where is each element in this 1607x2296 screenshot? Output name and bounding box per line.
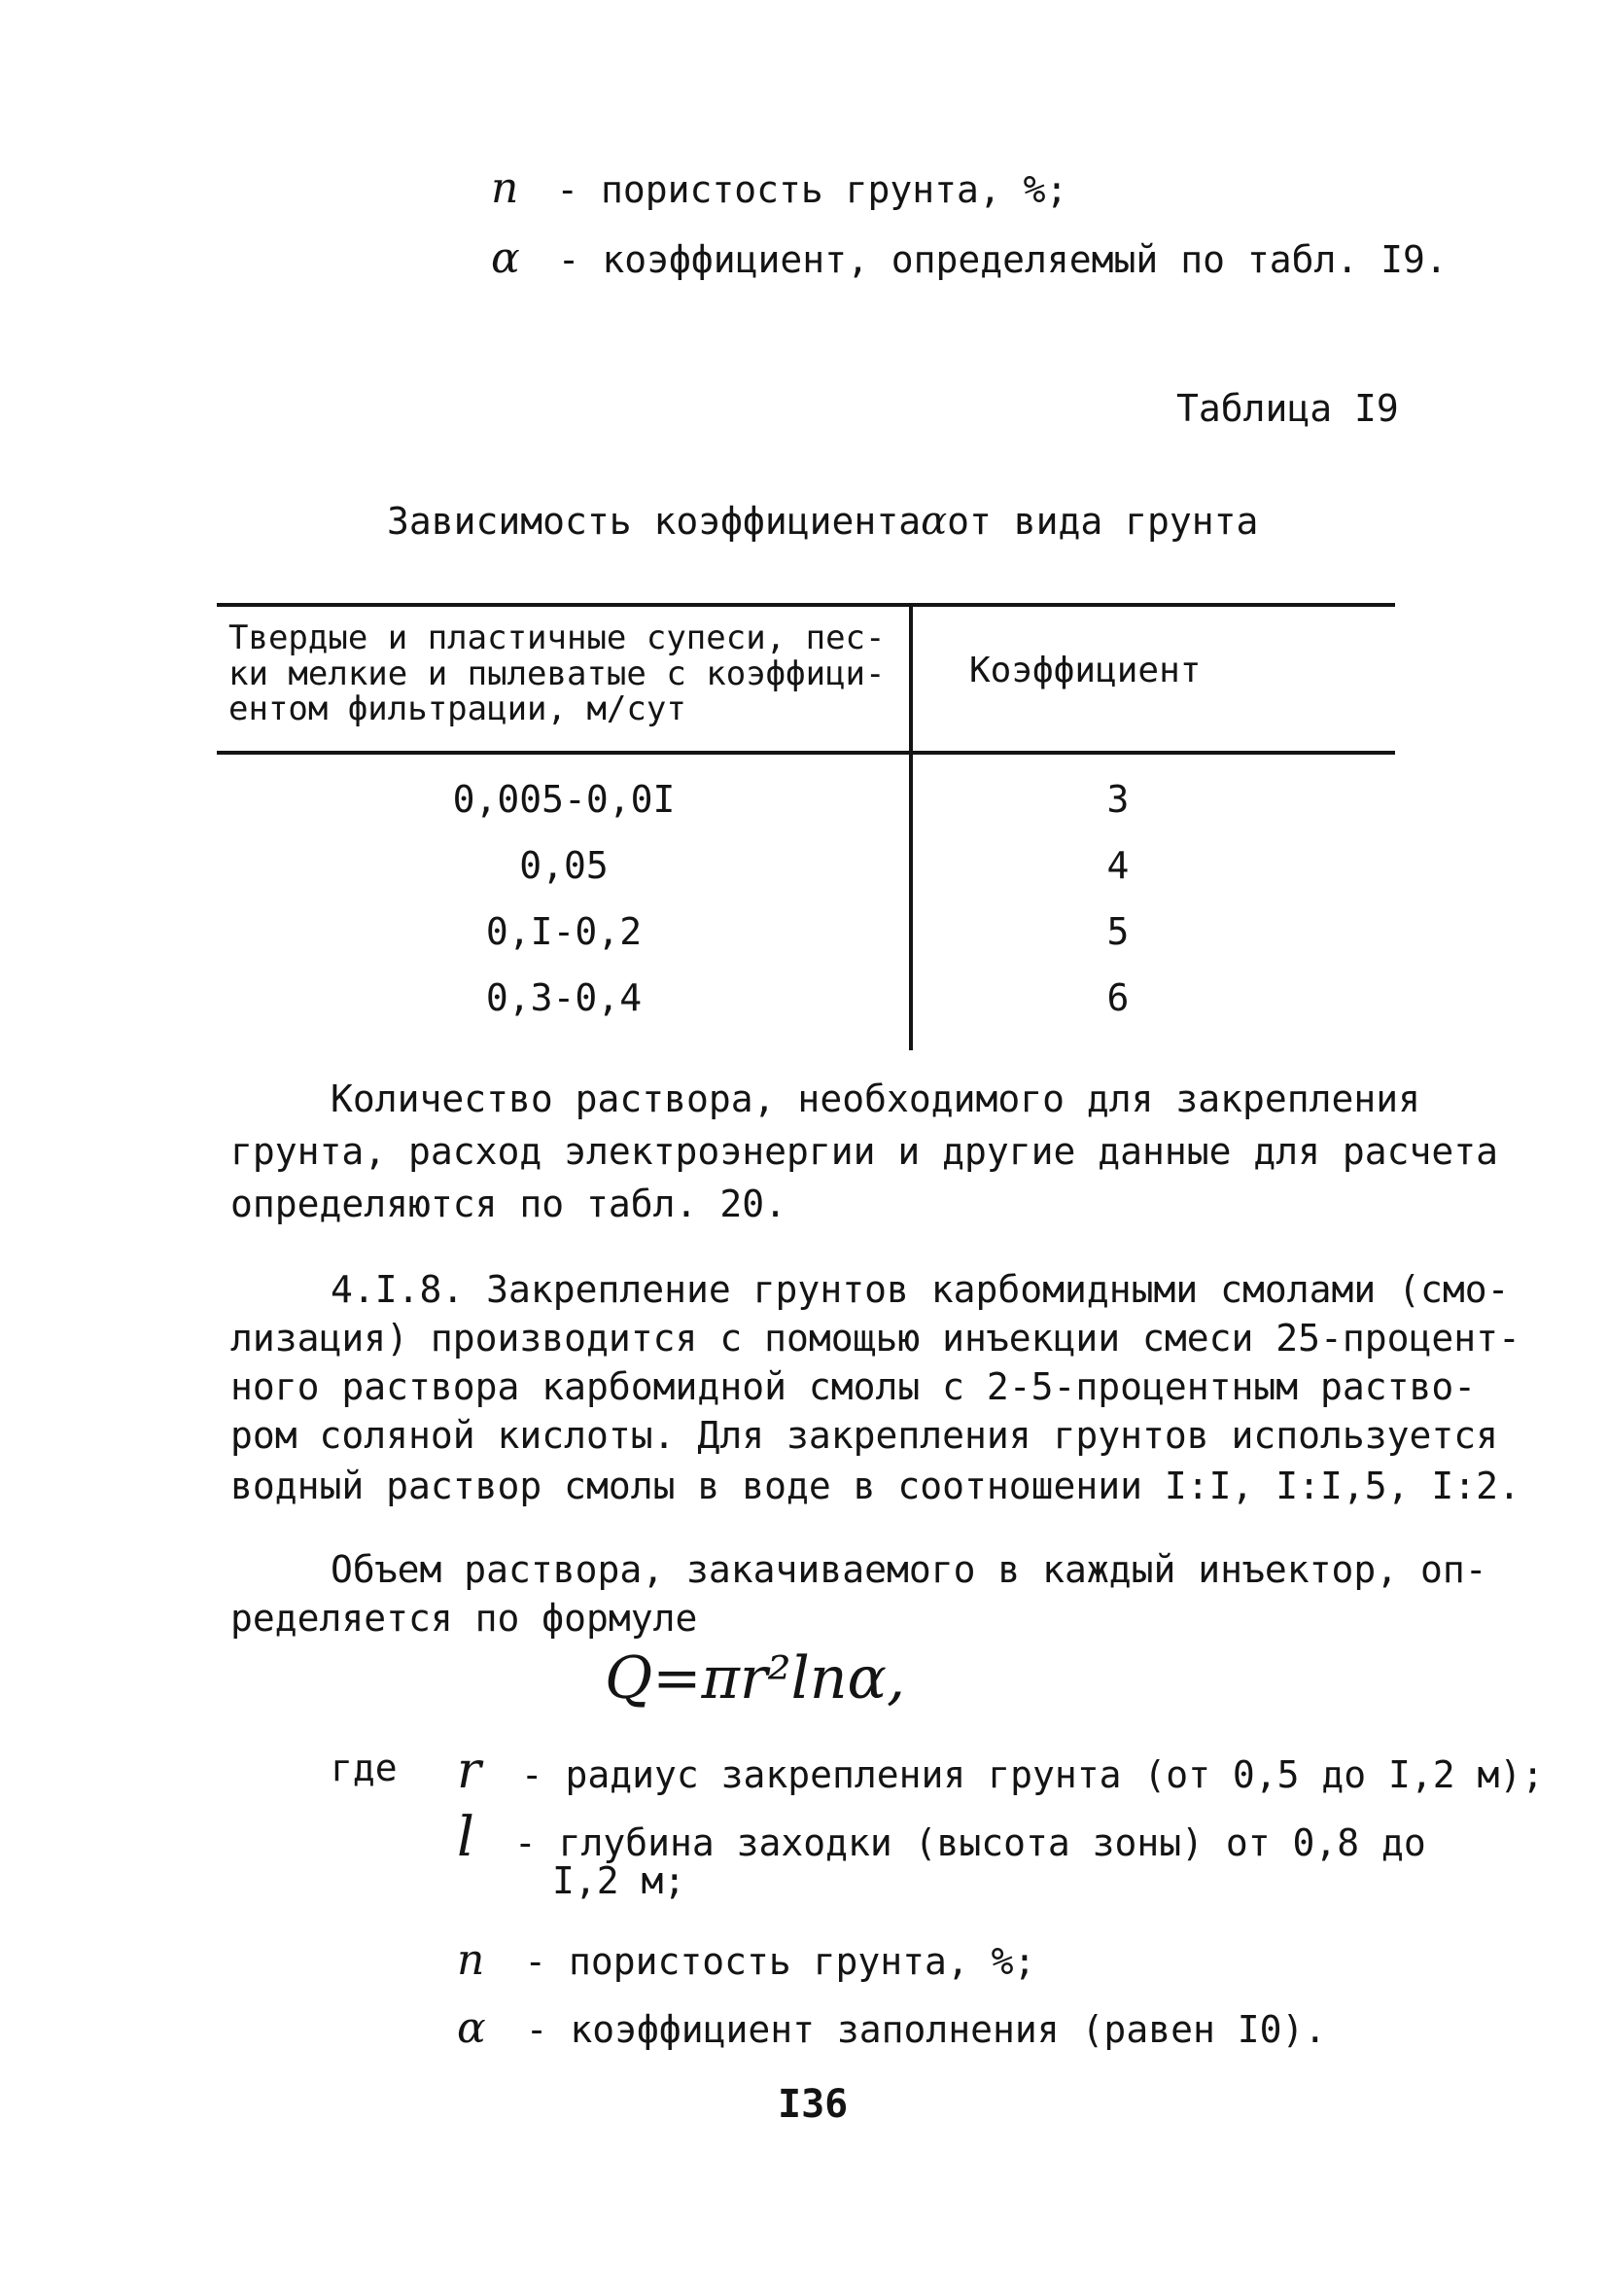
table-title-before: Зависимость коэффициента — [387, 500, 922, 543]
paragraph-line: ного раствора карбомидной смолы с 2-5-процентным раство- — [230, 1365, 1477, 1408]
symbol-r: r — [457, 1742, 481, 1800]
table-header-coefficient: Коэффициент — [969, 651, 1202, 690]
table-cell-filtration: 0,05 — [519, 844, 609, 887]
symbol-n: n — [491, 163, 519, 213]
top-def-porosity — [491, 163, 1067, 215]
def-fill-coefficient — [457, 2003, 1326, 2055]
top-def-coefficient — [491, 233, 1448, 285]
table-column-divider — [909, 605, 913, 1050]
def-text: - пористость грунта, %; — [556, 168, 1068, 211]
volume-formula: Q=πr²lnα, — [605, 1644, 906, 1713]
table-cell-coefficient: 4 — [1106, 844, 1130, 887]
table-cell-filtration: 0,3-0,4 — [485, 976, 643, 1019]
paragraph-line: Количество раствора, необходимого для закрепления — [331, 1077, 1421, 1120]
paragraph-line: определяются по табл. 20. — [230, 1183, 786, 1225]
header-line: Твердые и пластичные супеси, пес- — [228, 618, 886, 657]
paragraph-line: грунта, расход электроэнергии и другие данные для расчета — [230, 1130, 1499, 1173]
table-cell-filtration: 0,005-0,0I — [452, 778, 676, 821]
paragraph-line: водный раствор смолы в воде в соотношении I:I, I:I,5, I:2. — [230, 1465, 1520, 1507]
table-header-filtration — [228, 620, 886, 727]
table-cell-coefficient: 6 — [1106, 976, 1130, 1019]
table-title — [387, 498, 1258, 545]
paragraph-line: лизация) производится с помощью инъекции смеси 25-процент- — [230, 1317, 1520, 1360]
paragraph-line: ром соляной кислоты. Для закрепления грунтов используется — [230, 1414, 1499, 1457]
symbol-alpha: α — [921, 499, 948, 544]
def-text: - коэффициент, определяемый по табл. I9. — [557, 238, 1448, 281]
header-line: ентом фильтрации, м/сут — [228, 689, 686, 729]
symbol-n: n — [457, 1935, 485, 1985]
table-header-rule — [217, 751, 1395, 755]
header-line: ки мелкие и пылеватые с коэффици- — [228, 653, 886, 693]
paragraph-line: 4.I.8. Закрепление грунтов карбомидными смолами (смо- — [331, 1268, 1510, 1311]
symbol-alpha: α — [491, 233, 520, 283]
where-label: где — [331, 1747, 398, 1789]
paragraph-line: Объем раствора, закачиваемого в каждый инъектор, оп- — [331, 1548, 1487, 1591]
paragraph-line: ределяется по формуле — [230, 1597, 698, 1640]
def-porosity — [457, 1935, 1035, 1987]
page-number: I36 — [778, 2082, 849, 2127]
table-top-rule — [217, 603, 1395, 607]
def-text: - коэффициент заполнения (равен I0). — [525, 2008, 1327, 2051]
def-text: - глубина заходки (высота зоны) от 0,8 до — [513, 1821, 1426, 1864]
table-cell-coefficient: 5 — [1106, 910, 1130, 953]
symbol-l: l — [457, 1806, 474, 1869]
def-text: - радиус закрепления грунта (от 0,5 до I,2 м); — [520, 1753, 1545, 1796]
def-radius — [457, 1741, 1544, 1801]
table-label: Таблица I9 — [1176, 387, 1399, 430]
table-title-after: от вида грунта — [947, 500, 1259, 543]
table-cell-filtration: 0,I-0,2 — [485, 910, 643, 953]
def-depth-continuation: I,2 м; — [552, 1859, 686, 1902]
def-text: - пористость грунта, %; — [524, 1940, 1036, 1983]
table-cell-coefficient: 3 — [1106, 778, 1130, 821]
symbol-alpha: α — [457, 2003, 486, 2053]
